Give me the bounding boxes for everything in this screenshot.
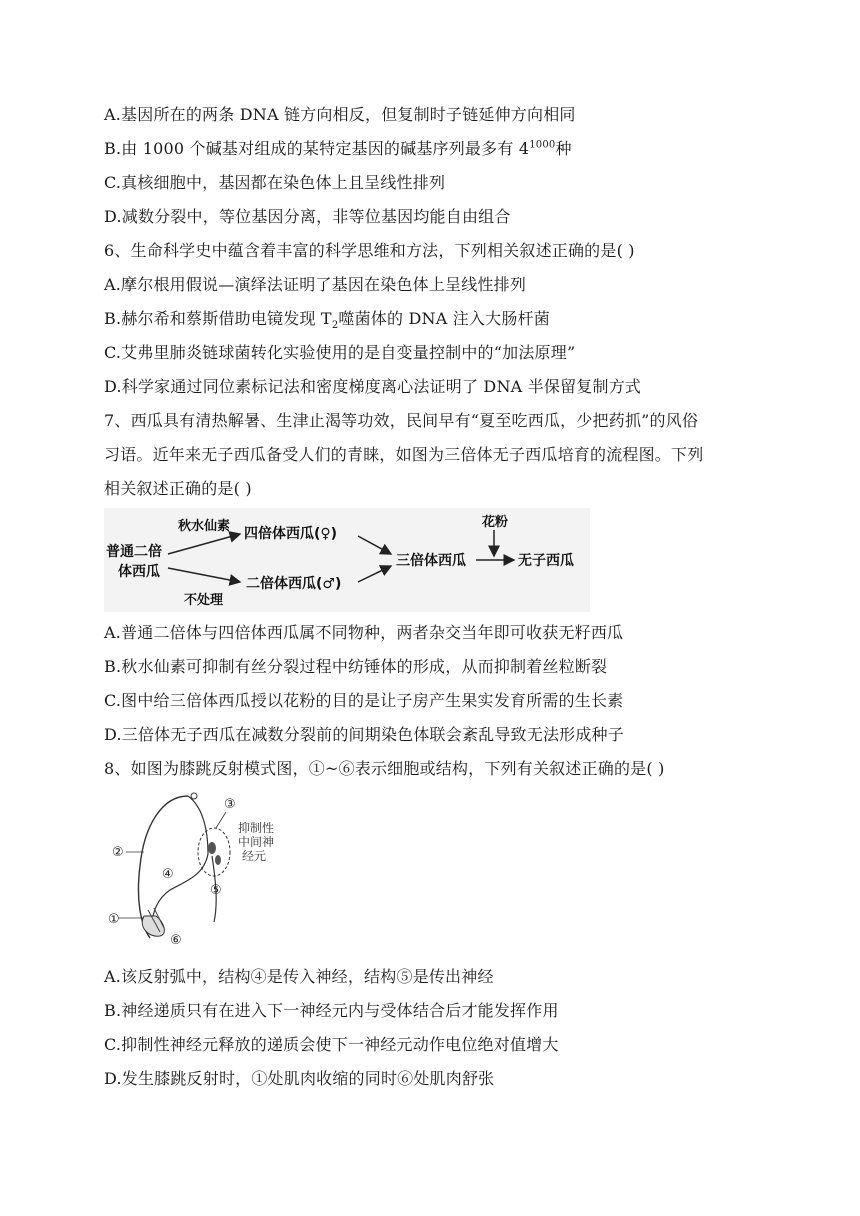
q7-option-d: D.三倍体无子西瓜在减数分裂前的间期染色体联会紊乱导致无法形成种子 <box>104 725 624 744</box>
q8-option-b: B.神经递质只有在进入下一神经元内与受体结合后才能发挥作用 <box>104 1001 559 1020</box>
efferent-fiber <box>152 854 208 926</box>
flow-diploid: 二倍体西瓜(♂) <box>246 576 342 592</box>
flow-no-treatment-label: 不处理 <box>184 593 224 608</box>
q5-option-b <box>104 138 572 160</box>
q6-option-b-subscript: 2 <box>331 320 339 332</box>
q8-option-d: D.发生膝跳反射时，①处肌肉收缩的同时⑥处肌肉舒张 <box>104 1069 495 1088</box>
q6-option-d: D.科学家通过同位素标记法和密度梯度离心法证明了 DNA 半保留复制方式 <box>104 377 642 396</box>
interneuron-label-line-1: 抑制性 <box>238 821 275 835</box>
q8-option-c: C.抑制性神经元释放的递质会使下一神经元动作电位绝对值增大 <box>104 1035 559 1054</box>
label-4: ④ <box>162 867 174 882</box>
flow-seedless: 无子西瓜 <box>518 553 574 569</box>
leader-3 <box>216 812 226 828</box>
q7-stem-line-1: 7、西瓜具有清热解暑、生津止渴等功效，民间早有“夏至吃西瓜，少把药抓”的风俗 <box>104 411 699 430</box>
knee-jerk-reflex-diagram <box>104 786 284 950</box>
q6-option-b-text: B.赫尔希和蔡斯借助电镜发现 T <box>104 309 332 328</box>
q5-option-d: D.减数分裂中，等位基因分离，非等位基因均能自由组合 <box>104 207 511 226</box>
q6-option-b <box>104 308 550 330</box>
label-5: ⑤ <box>210 883 222 898</box>
q7-stem-line-3: 相关叙述正确的是( ) <box>104 479 252 498</box>
q6-option-b-end: 噬菌体的 DNA 注入大肠杆菌 <box>338 309 550 328</box>
flow-triploid: 三倍体西瓜 <box>396 553 466 569</box>
seedless-watermelon-flowchart <box>104 508 590 612</box>
flow-tetraploid: 四倍体西瓜(♀) <box>244 526 338 542</box>
flow-pollen-label: 花粉 <box>482 515 509 530</box>
interneuron-body-1 <box>208 842 216 854</box>
interneuron-label-line-3: 经元 <box>242 849 267 863</box>
q5-option-c: C.真核细胞中，基因都在染色体上且呈线性排列 <box>104 173 446 192</box>
label-1: ① <box>108 912 120 927</box>
label-2: ② <box>112 845 124 860</box>
q7-option-a: A.普通二倍体与四倍体西瓜属不同物种，两者杂交当年即可收获无籽西瓜 <box>104 623 624 642</box>
q6-option-c: C.艾弗里肺炎链球菌转化实验使用的是自变量控制中的“加法原理” <box>104 343 576 362</box>
label-3: ③ <box>224 797 236 812</box>
q5-option-b-exponent: 1000 <box>529 139 556 151</box>
q5-option-b-end: 种 <box>555 139 572 158</box>
label-6: ⑥ <box>170 933 182 948</box>
flow-start-line-1: 普通二倍 <box>106 544 162 560</box>
ganglion-dot <box>191 793 197 799</box>
interneuron-body-2 <box>215 855 221 865</box>
q6-option-a: A.摩尔根用假说—演绎法证明了基因在染色体上呈线性排列 <box>104 275 527 294</box>
q7-option-b: B.秋水仙素可抑制有丝分裂过程中纺锤体的形成，从而抑制着丝粒断裂 <box>104 657 608 676</box>
q5-option-b-text: B.由 1000 个碱基对组成的某特定基因的碱基序列最多有 4 <box>104 139 530 158</box>
q7-option-c: C.图中给三倍体西瓜授以花粉的目的是让子房产生果实发育所需的生长素 <box>104 691 624 710</box>
q8-option-a: A.该反射弧中，结构④是传入神经，结构⑤是传出神经 <box>104 967 494 986</box>
spinal-segment <box>188 796 208 854</box>
q7-stem-line-2: 习语。近年来无子西瓜备受人们的青睐，如图为三倍体无子西瓜培育的流程图。下列 <box>104 445 704 464</box>
q6-stem: 6、生命科学史中蕴含着丰富的科学思维和方法，下列相关叙述正确的是( ) <box>104 241 635 260</box>
interneuron-label-line-2: 中间神 <box>238 835 275 849</box>
q5-option-a: A.基因所在的两条 DNA 链方向相反，但复制时子链延伸方向相同 <box>104 105 576 124</box>
q8-stem: 8、如图为膝跳反射模式图，①~⑥表示细胞或结构，下列有关叙述正确的是( ) <box>104 759 665 778</box>
flow-start-line-2: 体西瓜 <box>118 564 160 580</box>
flow-colchicine-label: 秋水仙素 <box>178 519 231 534</box>
